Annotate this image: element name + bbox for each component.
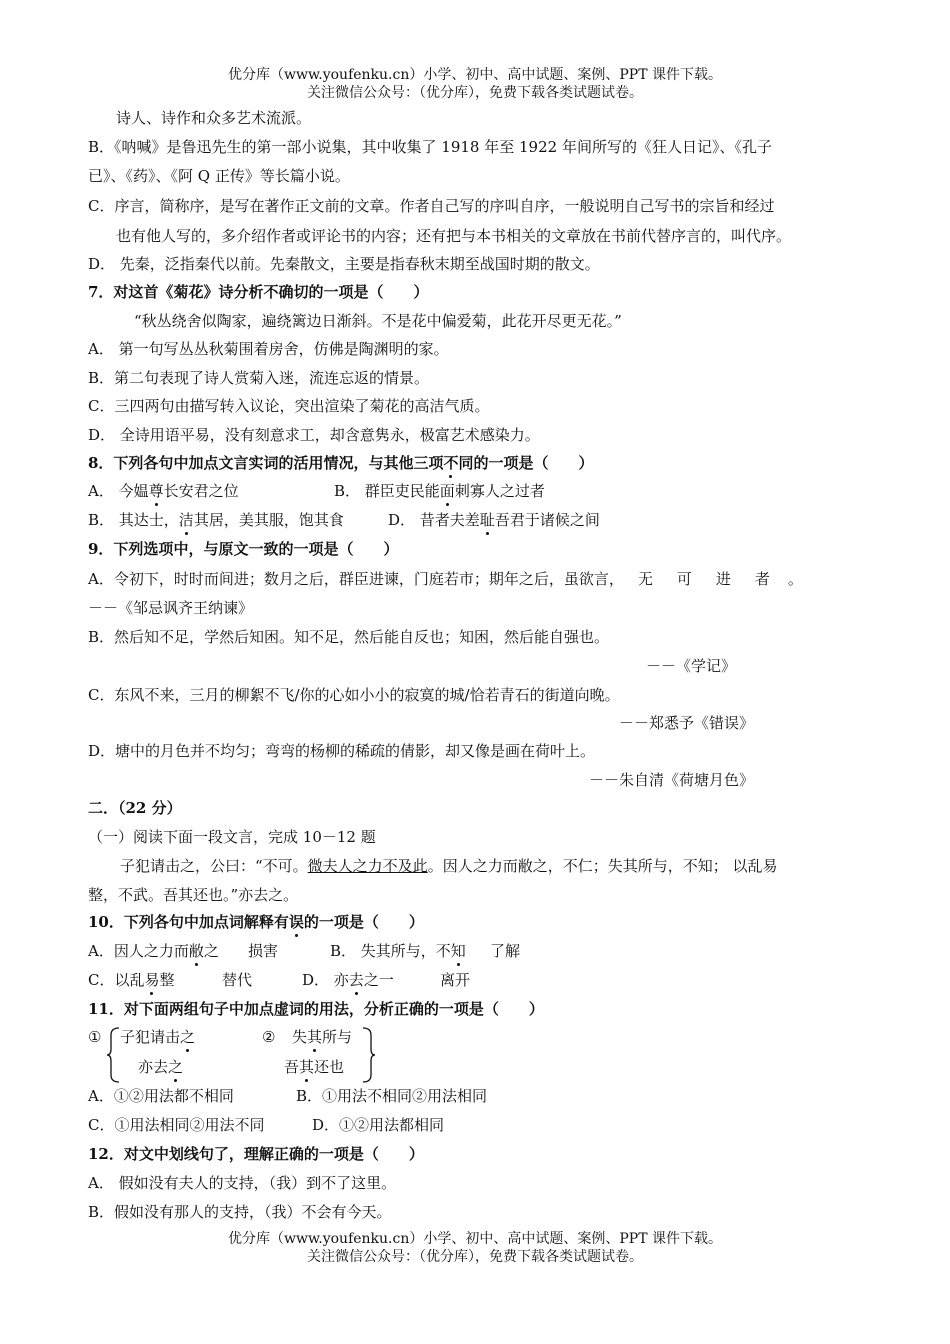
q9-option-d-source: －－朱自清《荷塘月色》	[588, 771, 754, 789]
emphasis-dot: 误	[288, 913, 304, 931]
q10-option-b: B． 失其所与，不知	[330, 942, 466, 960]
emphasis-dot: 易	[144, 971, 160, 989]
q7-poem: “秋丛绕舍似陶家，遍绕篱边日渐斜。不是花中偏爱菊，此花开尽更无花。”	[134, 312, 622, 330]
q11-group-1-sentence-a: 子犯请击之	[120, 1028, 196, 1046]
emphasis-dot: 知	[450, 942, 466, 960]
passage-line-2: 整，不武。吾其还也。”亦去之。	[88, 886, 299, 904]
q9-option-a-source: －－《邹忌讽齐王纳谏》	[88, 599, 254, 617]
q8-option-c: B． 其达士，洁其居，美其服，饱其食	[88, 511, 344, 529]
q8-option-b: B． 群臣吏民能面刺寡人之过者	[334, 482, 545, 500]
footer-line-2: 关注微信公众号：（优分库），免费下载各类试题试卷。	[307, 1249, 643, 1265]
footer-line-1: 优分库（www.youfenku.cn）小学、初中、高中试题、案例、PPT 课件下载。	[227, 1231, 722, 1247]
q7-option-c: C．三四两句由描写转入议论，突出渲染了菊花的高洁气质。	[88, 397, 490, 415]
right-brace-icon	[362, 1027, 376, 1083]
q11-group-2-sentence-b: 吾其还也	[284, 1058, 345, 1076]
q10-option-c: C．以乱易整	[88, 971, 175, 989]
emphasis-dot: 不	[443, 454, 459, 472]
q9-option-d: D．塘中的月色并不均匀；弯弯的杨柳的稀疏的倩影，却又像是画在荷叶上。	[88, 742, 596, 760]
q6-option-c-line2: 也有他人写的，多介绍作者或评论书的内容；还有把与本书相关的文章放在书前代替序言的，叫代序。	[116, 227, 792, 245]
q8-stem: 8．下列各句中加点文言实词的活用情况，与其他三项不同的一项是（ ）	[88, 454, 594, 472]
emphasis-dot: 尊	[148, 482, 164, 500]
q9-option-c: C．东风不来，三月的柳絮不飞/你的心如小小的寂寞的城/恰若青石的街道向晚。	[88, 686, 620, 704]
emphasis-dot: 之	[180, 1028, 196, 1046]
q12-option-a: A． 假如没有夫人的支持，（我）到不了这里。	[88, 1174, 397, 1192]
emphasis-dot: 其	[299, 1058, 315, 1076]
q7-option-b: B．第二句表现了诗人赏菊入迷，流连忘返的情景。	[88, 369, 430, 387]
q8-option-a: A． 今媪尊长安君之位	[88, 482, 239, 500]
q10-option-d: D． 亦去之一	[302, 971, 394, 989]
header-line-1: 优分库（www.youfenku.cn）小学、初中、高中试题、案例、PPT 课件下载。	[227, 67, 722, 83]
q10-option-d-answer: 离开	[440, 971, 471, 989]
q9-option-b-source: －－《学记》	[645, 657, 736, 675]
header-line-2: 关注微信公众号：（优分库），免费下载各类试题试卷。	[307, 85, 643, 101]
q10-option-b-answer: 了解	[490, 942, 521, 960]
q10-option-c-answer: 替代	[222, 971, 253, 989]
q9-option-b: B．然后知不足，学然后知困。知不足，然后能自反也；知困，然后能自强也。	[88, 628, 610, 646]
passage-line-1: 子犯请击之，公曰：“不可。微夫人之力不及此。因人之力而敝之，不仁；失其所与，不知； 以乱易	[120, 857, 778, 875]
left-brace-icon	[106, 1027, 120, 1083]
q12-stem: 12．对文中划线句了，理解正确的一项是（ ）	[88, 1145, 424, 1163]
q11-option-a: A．①②用法都不相同	[88, 1087, 234, 1105]
q11-group-2-number: ②	[262, 1028, 276, 1046]
q9-stem: 9．下列选项中，与原文一致的一项是（ ）	[88, 540, 399, 558]
q11-group-1-sentence-b: 亦去之	[138, 1058, 184, 1076]
q6-option-d: D． 先秦，泛指秦代以前。先秦散文，主要是指春秋末期至战国时期的散文。	[88, 255, 600, 273]
emphasis-dot: 其	[307, 1028, 323, 1046]
underlined-sentence: 微夫人之力不及此	[307, 857, 428, 875]
q11-option-d: D．①②用法都相同	[312, 1116, 445, 1134]
q9-option-c-source: －－郑悉予《错误》	[618, 714, 754, 732]
q6-option-b-line2: 已》、《药》、《阿 Q 正传》等长篇小说。	[88, 167, 350, 185]
q9-option-a-line1: A．令初下，时时而间进；数月之后，群臣进谏，门庭若市；期年之后，虽欲言， 无 可 进 者 。	[88, 570, 803, 588]
q6-option-b-line1: B．《呐喊》是鲁迅先生的第一部小说集，其中收集了 1918 年至 1922 年间所写的《狂人日记》、《孔子	[88, 138, 772, 156]
q11-option-c: C．①用法相同②用法不同	[88, 1116, 265, 1134]
q11-option-b: B．①用法不相同②用法相同	[296, 1087, 488, 1105]
emphasis-dot: 面	[439, 482, 455, 500]
emphasis-dot: 敝	[188, 942, 204, 960]
q7-option-d: D． 全诗用语平易，没有刻意求工，却含意隽永，极富艺术感染力。	[88, 426, 540, 444]
q7-stem: 7．对这首《菊花》诗分析不确切的一项是（ ）	[88, 283, 429, 301]
q11-group-2-sentence-a: 失其所与	[292, 1028, 353, 1046]
emphasis-dot: 洁	[178, 511, 194, 529]
emphasis-dot: 耻	[479, 511, 495, 529]
emphasis-dot: 之	[168, 1058, 184, 1076]
section-2-title: 二．（22 分）	[88, 799, 182, 817]
q6-option-a-cont: 诗人、诗作和众多艺术流派。	[116, 109, 312, 127]
q8-option-d: D． 昔者夫差耻吾君于诸候之间	[388, 511, 600, 529]
q10-stem: 10．下列各句中加点词解释有误的一项是（ ）	[88, 913, 424, 931]
q10-option-a-answer: 损害	[248, 942, 279, 960]
q11-stem: 11．对下面两组句子中加点虚词的用法，分析正确的一项是（ ）	[88, 1000, 544, 1018]
q12-option-b: B．假如没有那人的支持，（我）不会有今天。	[88, 1203, 392, 1221]
q7-option-a: A． 第一句写丛丛秋菊围着房舍，仿佛是陶渊明的家。	[88, 340, 449, 358]
section-2-intro: （一）阅读下面一段文言，完成 10－12 题	[88, 828, 376, 846]
emphasis-dot: 去	[348, 971, 364, 989]
q6-option-c-line1: C．序言，简称序，是写在著作正文前的文章。作者自己写的序叫自序，一般说明自己写书的宗旨和经过	[88, 197, 775, 215]
q10-option-a: A．因人之力而敝之	[88, 942, 219, 960]
q11-group-1-number: ①	[88, 1028, 102, 1046]
